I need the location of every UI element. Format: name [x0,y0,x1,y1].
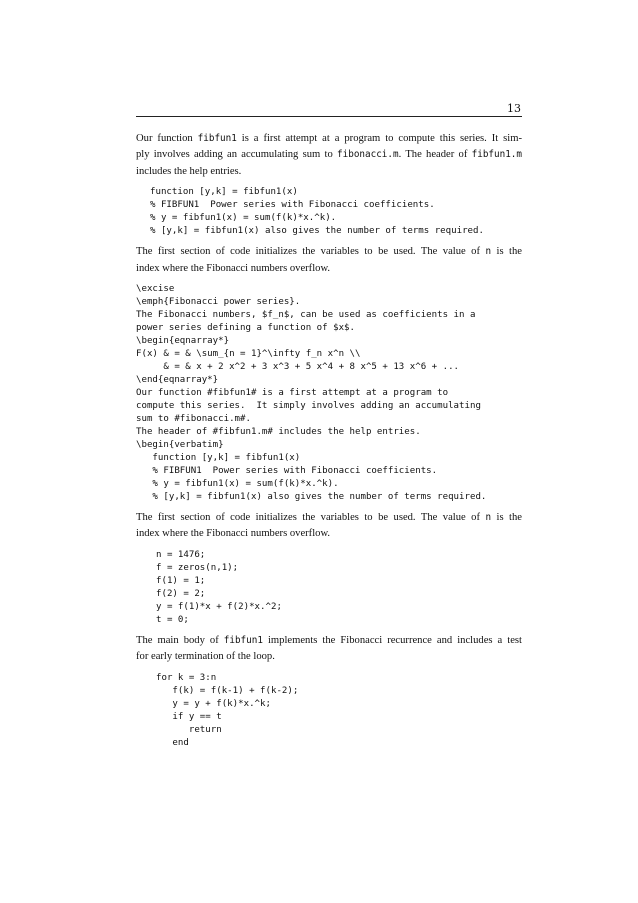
paragraph-initialization-repeat [136,510,522,543]
code-line: function [y,k] = fibfun1(x) [150,187,298,198]
code-line: & = & x + 2 x^2 + 3 x^3 + 5 x^4 + 8 x^5 + 13 x^6 + ... [136,362,460,373]
text-run: is the [491,512,522,524]
paragraph-intro [136,131,522,180]
code-block-latex-source [136,283,522,504]
code-line: \begin{verbatim} [136,440,224,451]
code-line: \end{eqnarray*} [136,375,219,386]
code-line: return [156,724,222,735]
code-line: if y == t [156,711,222,722]
code-line: % [y,k] = fibfun1(x) also gives the number of terms required. [150,226,484,237]
code-line: % y = fibfun1(x) = sum(f(k)*x.^k). [136,479,339,490]
code-line: f(2) = 2; [156,588,206,599]
inline-code: fibonacci.m [337,149,399,161]
paragraph-line [136,526,522,542]
code-line: f(k) = f(k-1) + f(k-2); [156,685,299,696]
text-run: . The header of [398,149,472,161]
text-run: index where the Fibonacci numbers overflow. [136,262,331,274]
inline-code: fibfun1 [223,634,263,646]
inline-code: fibfun1 [197,133,237,144]
text-run: Our function [136,133,198,144]
code-line: function [y,k] = fibfun1(x) [136,453,301,464]
code-line: sum to #fibonacci.m#. [136,414,251,425]
paragraph-line [136,164,522,180]
code-block-init [156,549,522,627]
paragraph-line [136,244,522,260]
header-rule [136,116,522,117]
text-run: is a first attempt at a program to compute this series. It sim- [236,133,523,144]
code-line: % FIBFUN1 Power series with Fibonacci coefficients. [150,200,435,211]
code-line: t = 0; [156,614,189,625]
code-block-loop [156,672,522,750]
code-line: n = 1476; [156,549,206,560]
code-line: for k = 3:n [156,672,217,683]
code-line: y = y + f(k)*x.^k; [156,698,271,709]
code-line: % FIBFUN1 Power series with Fibonacci coefficients. [136,466,438,477]
text-run: implements the Fibonacci recurrence and includes a test [262,634,522,646]
text-run: index where the Fibonacci numbers overflow. [136,528,331,540]
text-run: The first section of code initializes the variables to be used. The value of [136,246,486,258]
paragraph-main-body [136,633,522,666]
inline-code: n [485,512,492,524]
code-line: F(x) & = & \sum_{n = 1}^\infty f_n x^n \\ [136,349,361,360]
page-number: 13 [507,102,521,115]
inline-code: fibfun1.m [471,149,522,161]
paragraph-line [136,131,522,147]
code-line: \begin{eqnarray*} [136,336,230,347]
code-line: \emph{Fibonacci power series}. [136,297,301,308]
paragraph-line [136,510,522,526]
paragraph-initialization [136,244,522,277]
text-run: is the [491,246,522,258]
code-line: \excise [136,284,175,295]
code-line: power series defining a function of $x$. [136,323,355,334]
text-run: The main body of [136,634,224,646]
code-block-header [150,186,522,238]
text-run: The first section of code initializes the variables to be used. The value of [136,512,486,524]
code-line: f(1) = 1; [156,575,206,586]
code-line: Our function #fibfun1# is a first attempt at a program to [136,388,449,399]
code-line: The Fibonacci numbers, $f_n$, can be used as coefficients in a [136,310,476,321]
inline-code: n [485,246,492,258]
text-run: includes the help entries. [136,165,242,177]
code-line: % [y,k] = fibfun1(x) also gives the number of terms required. [136,492,487,503]
code-line: % y = fibfun1(x) = sum(f(k)*x.^k). [150,213,337,224]
code-line: The header of #fibfun1.m# includes the help entries. [136,427,421,438]
code-line: f = zeros(n,1); [156,562,239,573]
page-content [136,131,522,756]
paragraph-line [136,147,522,163]
code-line: y = f(1)*x + f(2)*x.^2; [156,601,282,612]
text-run: ply involves adding an accumulating sum to [136,149,338,161]
paragraph-line [136,633,522,649]
paragraph-line [136,649,522,665]
code-line: compute this series. It simply involves adding an accumulating [136,401,481,412]
paragraph-line [136,261,522,277]
code-line: end [156,737,189,748]
text-run: for early termination of the loop. [136,651,275,663]
